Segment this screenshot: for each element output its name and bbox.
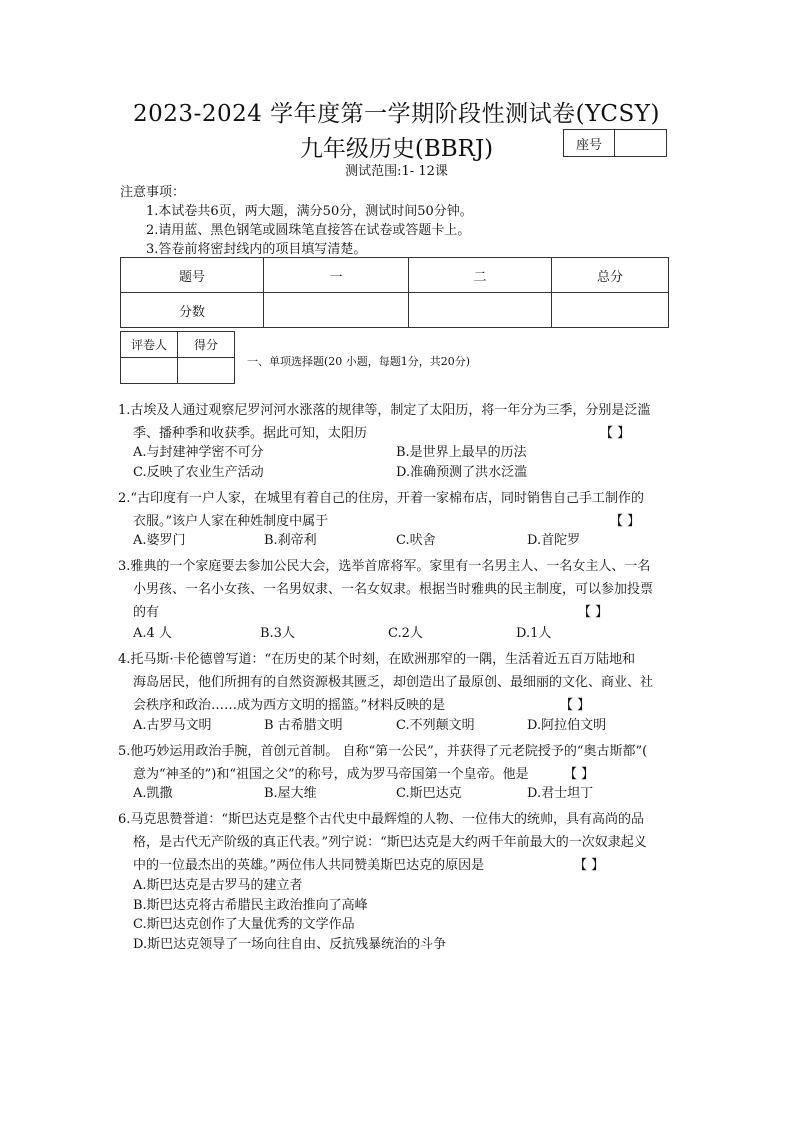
question-1-option-d[interactable]: D.准确预测了洪水泛滥 — [396, 465, 528, 480]
question-6-line: 6.马克思赞誉道：“斯巴达克是整个古代史中最辉煌的人物、一位伟大的统帅，具有高尚的品 — [118, 812, 645, 827]
question-1-line: 季、播种季和收获季。据此可知，太阳历 — [133, 426, 368, 441]
question-5-line: 意为“神圣的”)和“祖国之父”的称号，成为罗马帝国第一个皇帝。他是 — [133, 767, 529, 782]
grader-score-label: 得分 — [178, 332, 235, 358]
answer-bracket[interactable]: 【 】 — [564, 767, 595, 782]
score-cell[interactable] — [552, 293, 669, 328]
question-5-option-a[interactable]: A.凯撒 — [133, 786, 173, 801]
score-table-row — [121, 293, 669, 328]
score-header-cell: 二 — [409, 258, 552, 293]
question-3-line: 3.雅典的一个家庭要去参加公民大会，选举首席将军。家里有一名男主人、一名女主人、一名 — [118, 559, 651, 574]
note-item: 3.答卷前将密封线内的项目填写清楚。 — [146, 242, 367, 257]
seat-number-field[interactable] — [615, 130, 666, 156]
score-cell[interactable] — [264, 293, 409, 328]
question-5-option-b[interactable]: B.屋大维 — [264, 786, 317, 801]
question-6-line: 格，是古代无产阶级的真正代表。”列宁说：“斯巴达克是大约两千年前最大的一次奴隶起义 — [133, 835, 647, 850]
answer-bracket[interactable]: 【 】 — [578, 605, 609, 620]
question-1-option-a[interactable]: A.与封建神学密不可分 — [133, 445, 264, 460]
question-2-option-d[interactable]: D.首陀罗 — [527, 533, 581, 548]
question-3-option-d[interactable]: D.1人 — [516, 626, 552, 641]
question-4-line: 会秩序和政治……成为西方文明的摇篮。”材料反映的是 — [133, 698, 446, 713]
question-4-line: 4.托马斯·卡伦德曾写道：“在历史的某个时刻，在欧洲那窄的一隅，生活着近五百万陆地和 — [118, 652, 636, 667]
question-2-option-b[interactable]: B.刹帝利 — [264, 533, 317, 548]
question-4-option-c[interactable]: C.不列颠文明 — [396, 718, 475, 733]
answer-bracket[interactable]: 【 】 — [560, 698, 591, 713]
score-header-cell: 总分 — [552, 258, 669, 293]
exam-title: 2023-2024 学年度第一学期阶段性测试卷(YCSY) — [133, 101, 660, 127]
question-2-option-a[interactable]: A.婆罗门 — [133, 533, 186, 548]
score-cell[interactable] — [409, 293, 552, 328]
question-1-option-b[interactable]: B.是世界上最早的历法 — [396, 445, 527, 460]
question-4-option-a[interactable]: A.古罗马文明 — [133, 718, 212, 733]
answer-bracket[interactable]: 【 】 — [600, 426, 631, 441]
note-item: 2.请用蓝、黑色钢笔或圆珠笔直接答在试卷或答题卡上。 — [146, 223, 471, 238]
score-table — [120, 257, 669, 328]
question-1-line: 1.古埃及人通过观察尼罗河河水涨落的规律等，制定了太阳历，将一年分为三季，分别是泛滥 — [118, 403, 651, 418]
question-5-line: 5.他巧妙运用政治手腕，首创元首制。 自称“第一公民”，并获得了元老院授予的“奥古斯都”( — [118, 744, 648, 759]
question-2-line: 衣服。”该户人家在种姓制度中属于 — [133, 514, 329, 529]
question-5-option-c[interactable]: C.斯巴达克 — [396, 786, 462, 801]
question-6-option-a[interactable]: A.斯巴达克是古罗马的建立者 — [133, 878, 303, 893]
question-6-option-d[interactable]: D.斯巴达克领导了一场向往自由、反抗残暴统治的斗争 — [133, 937, 447, 952]
test-range: 测试范围:1- 12课 — [345, 164, 448, 179]
grader-label: 评卷人 — [121, 332, 178, 358]
question-2-option-c[interactable]: C.吠舍 — [396, 533, 436, 548]
grader-cell[interactable] — [121, 358, 178, 384]
question-3-option-b[interactable]: B.3人 — [260, 626, 295, 641]
notes-title: 注意事项： — [120, 185, 186, 200]
grader-score-cell[interactable] — [178, 358, 235, 384]
question-3-line: 小男孩、一名小女孩、一名男奴隶、一名女奴隶。根据当时雅典的民主制度，可以参加投票 — [133, 582, 654, 597]
score-header-cell: 题号 — [121, 258, 264, 293]
question-3-line: 的有 — [133, 605, 160, 620]
question-6-option-c[interactable]: C.斯巴达克创作了大量优秀的文学作品 — [133, 917, 355, 932]
question-5-option-d[interactable]: D.君士坦丁 — [527, 786, 594, 801]
note-item: 1.本试卷共6页，两大题，满分50分，测试时间50分钟。 — [146, 204, 473, 219]
question-3-option-c[interactable]: C.2人 — [388, 626, 423, 641]
section-heading: 一、单项选择题(20 小题，每题1分，共20分) — [247, 355, 471, 368]
question-4-option-b[interactable]: B 古希腊文明 — [264, 718, 343, 733]
answer-bracket[interactable]: 【 】 — [574, 858, 605, 873]
question-6-option-b[interactable]: B.斯巴达克将古希腊民主政治推向了高峰 — [133, 898, 368, 913]
score-header-cell: 一 — [264, 258, 409, 293]
question-3-option-a[interactable]: A.4 人 — [133, 626, 172, 641]
seat-number-box — [563, 129, 667, 157]
question-2-line: 2.“古印度有一户人家，在城里有着自己的住房，开着一家棉布店，同时销售自己手工制作的 — [118, 491, 645, 506]
question-4-option-d[interactable]: D.阿拉伯文明 — [527, 718, 607, 733]
question-6-line: 中的一位最杰出的英雄。”两位伟人共同赞美斯巴达克的原因是 — [133, 858, 485, 873]
question-4-line: 海岛居民，他们所拥有的自然资源极其匮乏，却创造出了最原创、最细丽的文化、商业、社 — [133, 675, 654, 690]
seat-label: 座号 — [564, 130, 615, 156]
answer-bracket[interactable]: 【 】 — [610, 514, 641, 529]
score-row-label: 分数 — [121, 293, 264, 328]
score-table-header-row — [121, 258, 669, 293]
exam-subtitle: 九年级历史(BBRJ) — [299, 136, 494, 162]
grader-table — [120, 331, 235, 384]
question-1-option-c[interactable]: C.反映了农业生产活动 — [133, 465, 264, 480]
